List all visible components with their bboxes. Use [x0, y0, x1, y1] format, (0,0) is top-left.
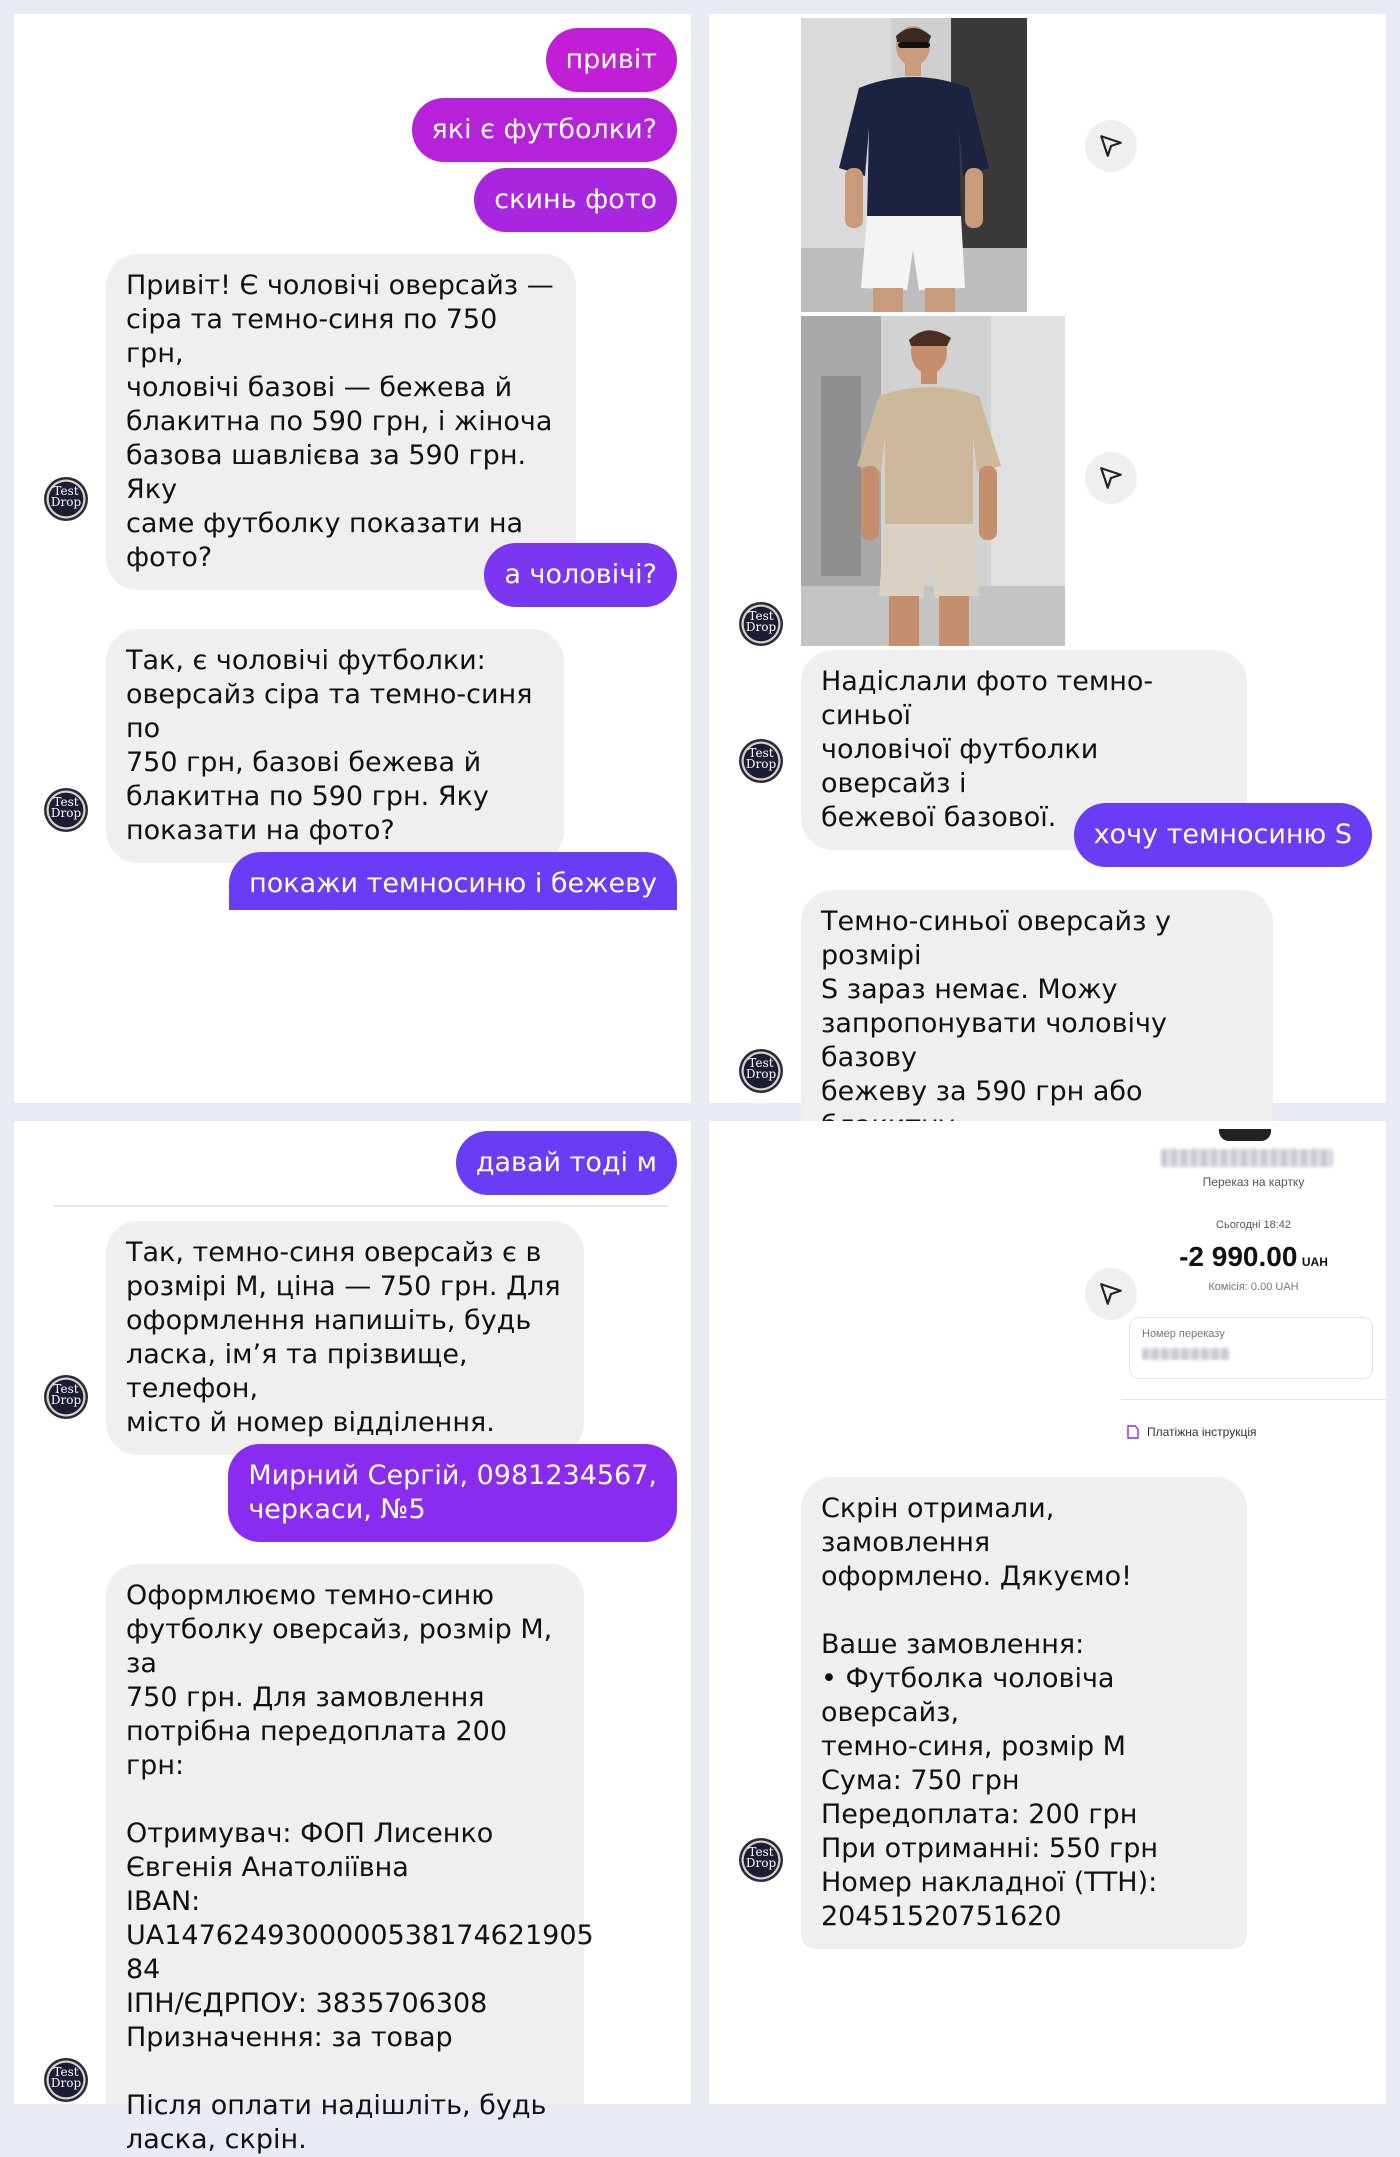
outgoing-message: скинь фото: [474, 168, 677, 232]
receipt-currency: UAH: [1301, 1255, 1328, 1269]
chat-panel-1: [14, 14, 691, 1103]
document-icon: [1127, 1425, 1139, 1439]
avatar-label-top: Test: [53, 2065, 79, 2079]
incoming-message: Привіт! Є чоловічі оверсайз — сіра та темно-синя по 750 грн, чоловічі базові — бежева й блакитна по 590 грн, і жіноча базова шавлієва за 590 грн. Яку саме футболку показати на фото?: [106, 254, 576, 590]
bot-avatar: [44, 477, 88, 521]
payment-instruction-link[interactable]: [1127, 1425, 1256, 1439]
outgoing-message: покажи темносиню і бежеву: [229, 852, 677, 910]
payment-instruction-label: Платіжна інструкція: [1147, 1425, 1257, 1439]
receipt-notch: [1219, 1129, 1271, 1141]
outgoing-message: привіт: [546, 28, 677, 92]
blurred-recipient: [1161, 1149, 1333, 1167]
blurred-transfer-number: [1142, 1348, 1230, 1360]
incoming-message: Так, темно-синя оверсайз є в розмірі M, ціна — 750 грн. Для оформлення напишіть, будь ласка, ім’я та прізвище, телефон, місто й номер відділення.: [106, 1221, 584, 1455]
chat-panel-4: [709, 1121, 1386, 2104]
chat-panel-2: [709, 14, 1386, 1107]
avatar-label-top: Test: [748, 746, 774, 760]
receipt-commission: Комісія: 0.00 UAH: [1208, 1281, 1299, 1293]
navy-tshirt-photo[interactable]: [801, 18, 1027, 312]
payment-receipt-screenshot[interactable]: [1121, 1131, 1386, 1461]
share-icon[interactable]: [1085, 452, 1137, 504]
bot-avatar: [44, 1375, 88, 1419]
avatar-label-bottom: Drop: [50, 2076, 82, 2090]
beige-tshirt-photo[interactable]: [801, 316, 1065, 646]
avatar-label-bottom: Drop: [745, 1856, 777, 1870]
bot-avatar: [44, 2058, 88, 2102]
avatar-label-bottom: Drop: [745, 757, 777, 771]
receipt-amount-row: [1121, 1241, 1386, 1273]
outgoing-message: а чоловічі?: [484, 543, 677, 607]
avatar-label-top: Test: [53, 795, 79, 809]
incoming-message: Оформлюємо темно-синю футболку оверсайз, розмір M, за 750 грн. Для замовлення потрібна передоплата 200 грн: Отримувач: ФОП Лисенко Євгенія Анатоліївна IBAN: UA1476249300000538174621905 84 ІПН/ЄДРПОУ: 3835706308 Призначення: за товар Після оплати надішліть, будь ласка, скрін.: [106, 1564, 584, 2104]
receipt-divider: [1121, 1399, 1386, 1400]
chat-panel-3: [14, 1121, 691, 2155]
avatar-label-bottom: Drop: [745, 1067, 777, 1081]
bot-avatar: [739, 739, 783, 783]
bot-avatar: [739, 602, 783, 646]
share-icon[interactable]: [1085, 120, 1137, 172]
bot-avatar: [44, 788, 88, 832]
outgoing-message: які є футболки?: [412, 98, 677, 162]
divider: [54, 1205, 668, 1207]
incoming-message: Так, є чоловічі футболки: оверсайз сіра та темно-синя по 750 грн, базові бежева й блакитна по 590 грн. Яку показати на фото?: [106, 629, 564, 863]
navy-tshirt-photo-art: [801, 18, 1027, 312]
incoming-message: Темно-синьої оверсайз у розмірі S зараз немає. Можу запропонувати чоловічу базову бежеву за 590 грн або: [801, 890, 1273, 1192]
receipt-subtitle: Переказ на картку: [1202, 1175, 1305, 1189]
incoming-message: Скрін отримали, замовлення оформлено. Дякуємо! Ваше замовлення: • Футболка чоловіча оверсайз, темно-синя, розмір M Сума: 750 грн Передоплата: 200 грн При отриманні: 550 грн Номер накладної (ТТН): 20451520751620: [801, 1477, 1247, 1949]
transfer-number-label: Номер переказу: [1142, 1328, 1225, 1340]
avatar-label-top: Test: [748, 609, 774, 623]
avatar-label-bottom: Drop: [50, 495, 82, 509]
bot-avatar: [739, 1049, 783, 1093]
avatar-label-top: Test: [748, 1056, 774, 1070]
share-icon[interactable]: [1085, 1268, 1137, 1320]
bot-avatar: [739, 1838, 783, 1882]
avatar-label-bottom: Drop: [745, 620, 777, 634]
beige-tshirt-photo-art: [801, 316, 1065, 646]
receipt-amount: -2 990.00: [1179, 1241, 1298, 1272]
avatar-label-top: Test: [748, 1845, 774, 1859]
outgoing-message: давай тоді м: [456, 1131, 677, 1195]
outgoing-message: Мирний Сергій, 0981234567, черкаси, №5: [228, 1444, 677, 1542]
transfer-number-box: [1129, 1317, 1373, 1379]
avatar-label-bottom: Drop: [50, 806, 82, 820]
incoming-message: Надіслали фото темно-синьої чоловічої футболки оверсайз і бежевої базової.: [801, 650, 1247, 850]
avatar-label-bottom: Drop: [50, 1393, 82, 1407]
avatar-label-top: Test: [53, 1382, 79, 1396]
avatar-label-top: Test: [53, 484, 79, 498]
outgoing-message: хочу темносиню S: [1074, 803, 1372, 867]
receipt-date: Сьогодні 18:42: [1216, 1219, 1291, 1231]
